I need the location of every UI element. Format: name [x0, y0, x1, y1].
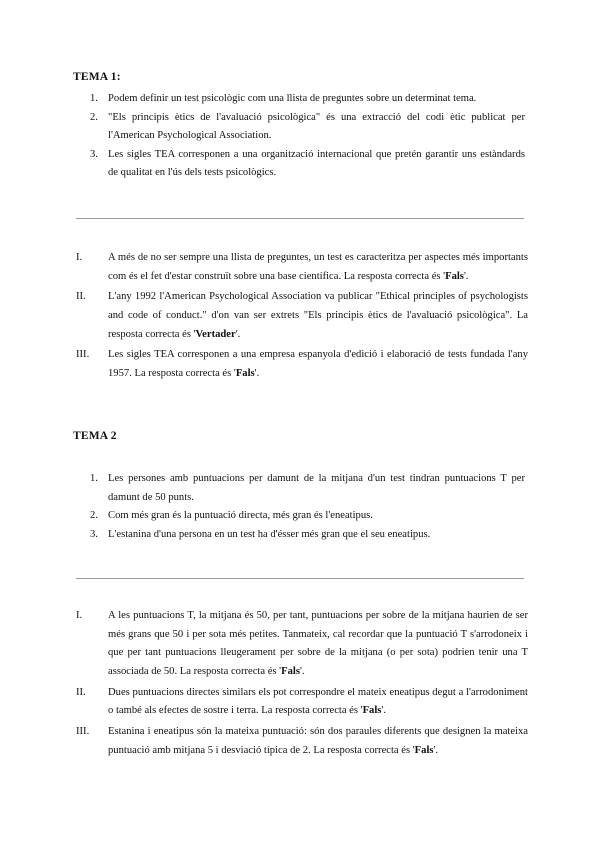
list-number: 2. [90, 111, 98, 123]
tema2-heading: TEMA 2 [73, 430, 117, 442]
list-item [0, 470, 525, 507]
statement-text: Les sigles TEA corresponen a una organització internacional que pretén garantir uns estàndards de qualitat en l'ús dels tests psicològics. [108, 148, 525, 179]
section-divider [76, 218, 524, 219]
tema1-heading: TEMA 1: [73, 71, 121, 83]
answer-verdict: Fals [281, 665, 300, 677]
answer-end: '. [463, 270, 469, 282]
statement-text: Podem definir un test psicològic com una llista de preguntes sobre un determinat tema. [108, 93, 477, 104]
list-item [0, 146, 525, 183]
list-number: 1. [90, 93, 98, 104]
answer-end: '. [254, 367, 260, 379]
answer-verdict: Fals [445, 270, 464, 282]
list-number: 1. [90, 473, 98, 484]
list-item [0, 607, 528, 681]
list-item [0, 249, 528, 286]
answer-text: Les sigles TEA corresponen a una empresa espanyola d'edició i elaboració de tests fundada l'any 1957. La resposta correcta és ' [108, 349, 528, 379]
answer-text: A més de no ser sempre una llista de preguntes, un test es caracteritza per aspectes més importants com és el fet d'estar construït sobre una base científica. La resposta correcta és ' [108, 252, 528, 282]
list-roman: I. [76, 610, 83, 621]
statement-text: Com més gran és la puntuació directa, més gran és l'eneatipus. [108, 510, 373, 522]
list-number: 2. [90, 510, 98, 522]
list-item [0, 723, 528, 760]
statement-text: Les persones amb puntuacions per damunt de la mitjana d'un test tindran puntuacions T per damunt de 50 punts. [108, 473, 525, 503]
answer-end: '. [433, 744, 439, 756]
tema1-statements [0, 90, 525, 183]
answer-text: L'any 1992 l'American Psychological Association va publicar "Ethical principles of psychologists and code of conduct." d'on van ser extrets "Els principis ètics de l'avaluació psicològica". La resposta correcta és ' [108, 291, 528, 340]
list-item [0, 346, 528, 383]
list-item [0, 526, 525, 545]
answer-text: Estanina i eneatipus són la mateixa puntuació: són dos paraules diferents que designen la mateixa puntuació amb mitjana 5 i desviació típica de 2. La resposta correcta és ' [108, 725, 528, 756]
tema2-statements [0, 470, 525, 544]
list-item [0, 288, 528, 344]
answer-end: '. [381, 705, 386, 717]
list-roman: III. [76, 349, 90, 361]
answer-verdict: Vertader [195, 328, 236, 340]
list-number: 3. [90, 148, 98, 160]
list-item [0, 507, 525, 526]
list-roman: II. [76, 686, 86, 698]
answer-end: '. [235, 328, 241, 340]
tema2-answers [0, 607, 528, 762]
list-item [0, 90, 525, 109]
list-roman: II. [76, 291, 86, 303]
statement-text: "Els principis ètics de l'avaluació psicològica" és una extracció del codi ètic publicat per l'American Psychological Association. [108, 111, 525, 142]
answer-verdict: Fals [414, 744, 434, 756]
tema1-answers [0, 249, 528, 386]
answer-verdict: Fals [235, 367, 255, 379]
list-number: 3. [90, 528, 98, 540]
answer-text: Dues puntuacions directes similars els pot correspondre el mateix eneatipus degut a l'arrodoniment o també als efectes de sostre i terra. La resposta correcta és ' [108, 686, 528, 717]
list-roman: I. [76, 252, 83, 263]
section-divider [76, 578, 524, 579]
list-item [0, 684, 528, 721]
list-item [0, 109, 525, 146]
answer-end: '. [299, 665, 305, 677]
answer-text: A les puntuacions T, la mitjana és 50, per tant, puntuacions per sobre de la mitjana haurien de ser més grans que 50 i per sota més petites. Tanmateix, cal recordar que la puntuació T s'arrodoneix i que per tant puntuacions lleugerament per sobre de la mitjana (o per sota) podrien tenir una T associada de 50. La resposta correcta és ' [108, 610, 528, 677]
list-roman: III. [76, 725, 90, 737]
statement-text: L'estanina d'una persona en un test ha d'ésser més gran que el seu eneatipus. [108, 528, 431, 540]
answer-verdict: Fals [362, 705, 382, 717]
